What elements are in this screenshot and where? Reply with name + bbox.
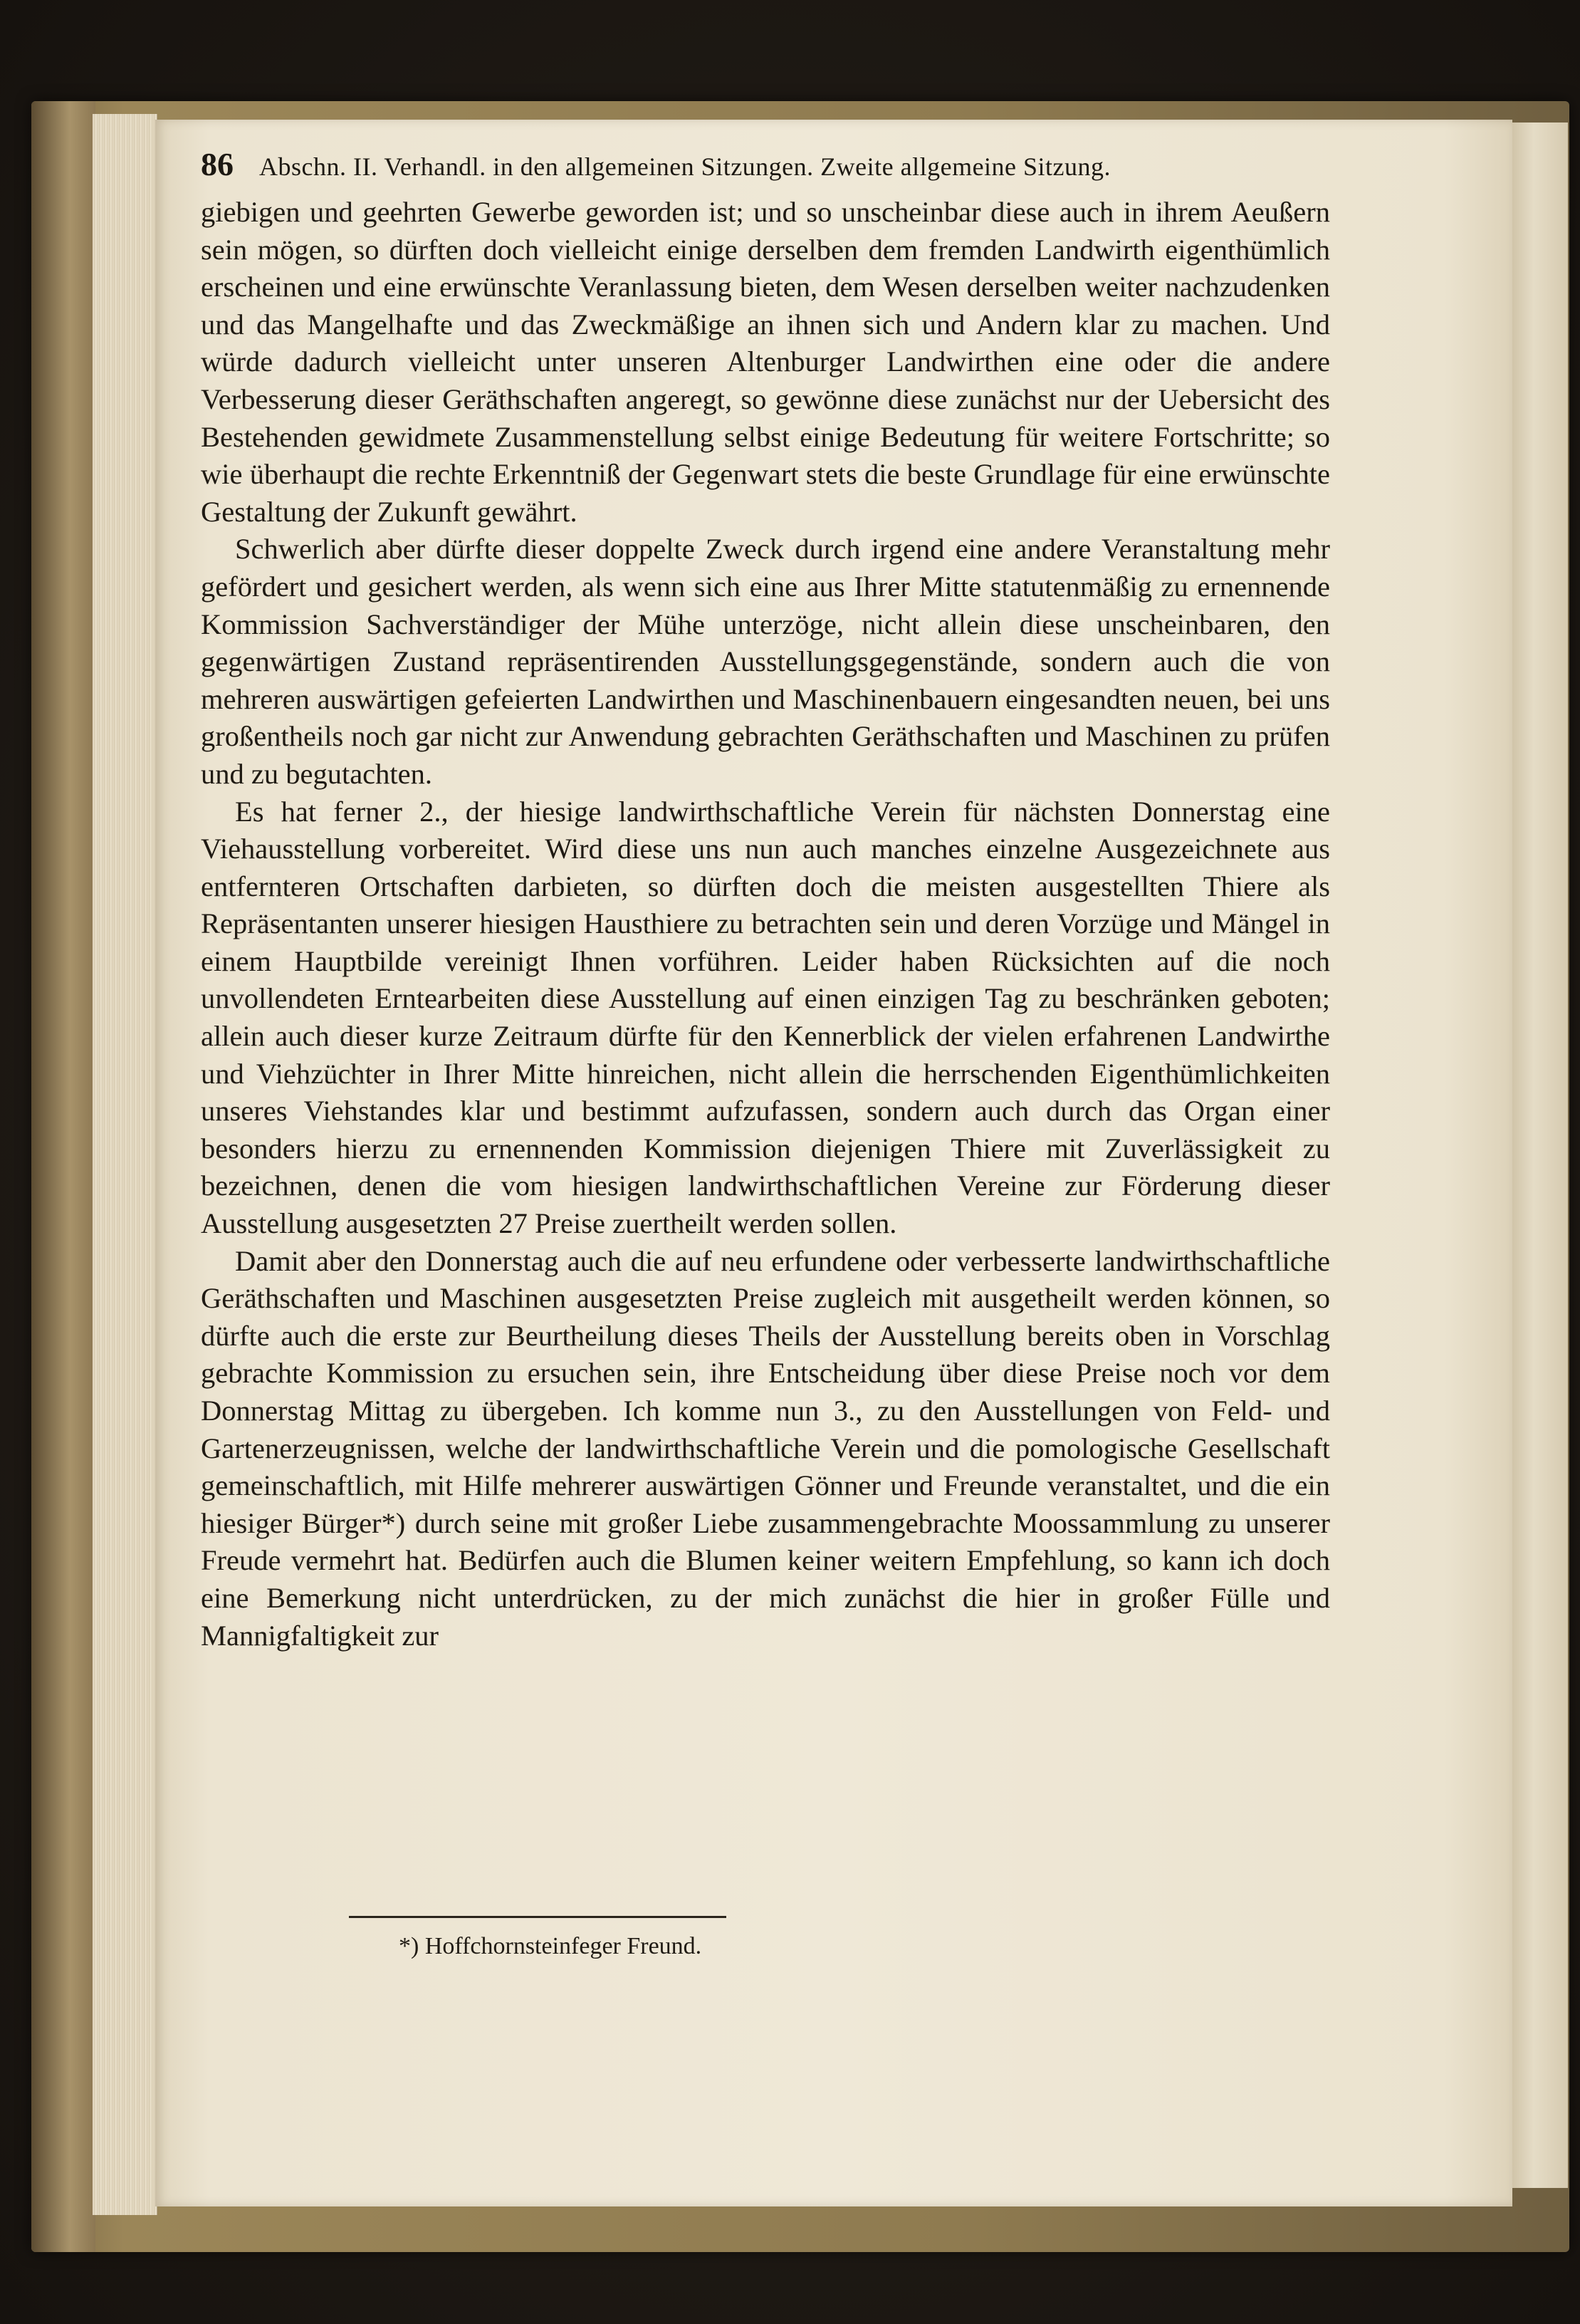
page-edges <box>93 114 157 2215</box>
page-number: 86 <box>201 146 234 182</box>
page-header <box>201 145 1332 183</box>
paragraph-2: Schwerlich aber dürfte dieser doppelte Zweck durch irgend eine andere Veranstaltung mehr gefördert und gesichert werden, als wenn sich eine aus Ihrer Mitte statutenmäßig zu ernennende Kommission Sachverständiger der Mühe unterzöge, nicht allein diese unscheinbaren, den gegenwärtigen Zustand repräsentirenden Ausstellungsgegenstände, sondern auch die von mehreren auswärtigen gefeierten Landwirthen und Maschinenbauern eingesandten neuen, bei uns großentheils noch gar nicht zur Anwendung gebrachten Geräthschaften und Maschinen zu prüfen und zu begutachten. <box>201 533 1330 790</box>
paragraph-1: giebigen und geehrten Gewerbe geworden ist; und so unscheinbar diese auch in ihrem Aeußern sein mögen, so dürften doch vielleicht einige derselben dem fremden Landwirth eigenthümlich erscheinen und eine erwünschte Veranlassung bieten, dem Wesen derselben weiter nachzudenken und das Mangelhafte und das Zweckmäßige an ihnen sich und Andern klar zu machen. Und würde dadurch vielleicht unter unseren Altenburger Landwirthen eine oder die andere Verbesserung dieser Geräthschaften angeregt, so gewönne diese zunächst nur der Uebersicht des Bestehenden gewidmete Zusammenstellung selbst einige Bedeutung für weitere Fortschritte; so wie überhaupt die rechte Erkenntniß der Gegenwart stets die beste Grundlage für eine erwünschte Gestaltung der Zukunft gewährt. <box>201 196 1330 528</box>
footnote: *) Hoffchornsteinfeger Freund. <box>399 1933 702 1959</box>
running-head: Abschn. II. Verhandl. in den allgemeinen Sitzungen. Zweite allgemeine Sitzung. <box>259 152 1111 181</box>
paragraph-3: Es hat ferner 2., der hiesige landwirthschaftliche Verein für nächsten Donnerstag eine Viehausstellung vorbereitet. Wird diese uns nun auch manches einzelne Ausgezeichnete aus entfernteren Ortschaften darbieten, so dürften doch die meisten ausgestellten Thiere als Repräsentanten unserer hiesigen Hausthiere zu betrachten sein und deren Vorzüge und Mängel in einem Hauptbilde vereinigt Ihnen vorführen. Leider haben Rücksichten auf die noch unvollendeten Erntearbeiten diese Ausstellung auf einen einzigen Tag zu beschränken geboten; allein auch dieser kurze Zeitraum dürfte für den Kennerblick der vielen erfahrenen Landwirthe und Viehzüchter in Ihrer Mitte hinreichen, nicht allein die herrschenden Eigenthümlichkeiten unseres Viehstandes klar und bestimmt aufzufassen, sondern auch durch das Organ einer besonders hierzu zu ernennenden Kommission diejenigen Thiere mit Zuverlässigkeit zu bezeichnen, denen die vom hiesigen landwirthschaftlichen Vereine zur Förderung dieser Ausstellung ausgesetzten 27 Preise zuertheilt werden sollen. <box>201 795 1330 1240</box>
facing-page-edge <box>1510 123 1568 2188</box>
paragraph-4: Damit aber den Donnerstag auch die auf neu erfundene oder verbesserte landwirthschaftliche Geräthschaften und Maschinen ausgesetzten Preise zugleich mit ausgetheilt werden können, so dürfte auch die erste zur Beurtheilung dieses Theils der Ausstellung bereits oben in Vorschlag gebrachte Kommission zu ersuchen sein, ihre Entscheidung über diese Preise noch vor dem Donnerstag Mittag zu übergeben. Ich komme nun 3., zu den Ausstellungen von Feld- und Gartenerzeugnissen, welche der landwirthschaftliche Verein und die pomologische Gesellschaft gemeinschaftlich, mit Hilfe mehrerer auswärtigen Gönner und Freunde veranstaltet, und die ein hiesiger Bürger*) durch seine mit großer Liebe zusammengebrachte Moossammlung zu unserer Freude vermehrt hat. Bedürfen auch die Blumen keiner weitern Empfehlung, so kann ich doch eine Bemerkung nicht unterdrücken, zu der mich zunächst die hier in großer Fülle und Mannigfaltigkeit zur <box>201 1244 1330 1652</box>
book-spine <box>31 101 95 2252</box>
footnote-rule <box>349 1916 726 1918</box>
body-text <box>201 194 1330 1655</box>
